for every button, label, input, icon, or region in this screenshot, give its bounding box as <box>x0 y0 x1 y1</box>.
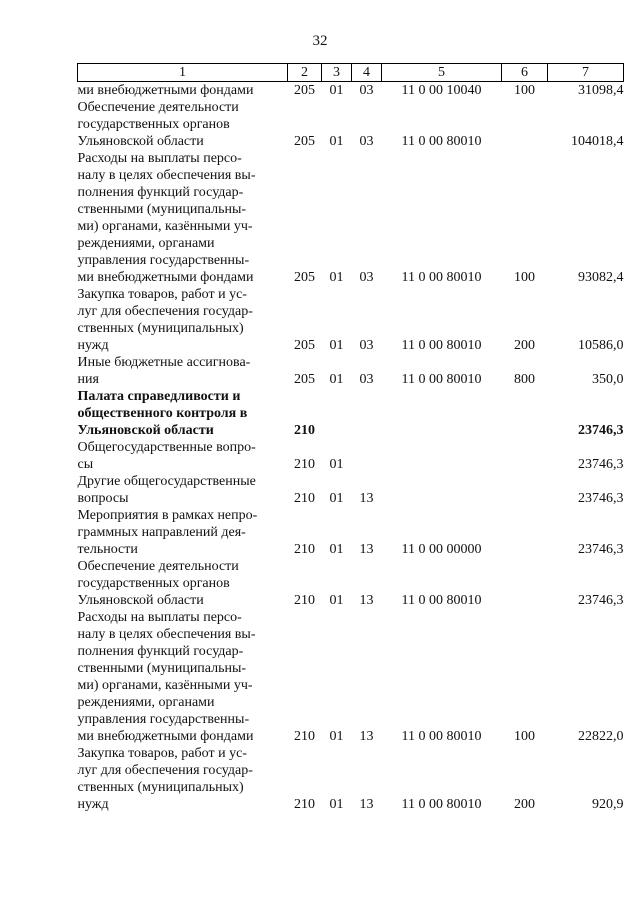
column-header-5: 5 <box>382 64 502 82</box>
table-row <box>78 150 624 286</box>
target-article-cell <box>382 439 502 473</box>
table-row <box>78 439 624 473</box>
table-row <box>78 388 624 439</box>
expense-type-cell: 100 <box>514 83 535 98</box>
subsection2-code-cell: 13 <box>359 491 374 506</box>
row-name-cell: Другие общегосударственные вопросы <box>77 474 256 506</box>
expense-type-cell: 100 <box>514 270 535 285</box>
amount-cell: 920,9 <box>592 797 624 812</box>
subsection-code-cell: 01 <box>329 542 344 557</box>
target-article-cell: 11 0 00 80010 <box>401 593 482 608</box>
section-code-cell: 210 <box>294 797 315 812</box>
table-row <box>78 558 624 609</box>
expense-type-cell <box>502 99 548 150</box>
table-row <box>78 473 624 507</box>
row-name-cell: Палата справедливости и общественного контроля в Ульяновской области <box>77 389 248 438</box>
row-name-cell: Общегосударственные вопро- сы <box>77 440 256 472</box>
subsection2-code-cell: 03 <box>359 83 374 98</box>
row-name-cell: Обеспечение деятельности государственных органов Ульяновской области <box>77 100 239 149</box>
row-name-cell: Расходы на выплаты персо- налу в целях обеспечения вы- полнения функций государ- ственными (муниципальны- ми) органами, казёнными уч- реждениями, органами управления государственны- ми внебюджетными фондами <box>77 151 256 285</box>
section-code-cell: 210 <box>294 423 315 438</box>
section-code-cell: 210 <box>294 542 315 557</box>
section-code-cell: 210 <box>294 729 315 744</box>
target-article-cell: 11 0 00 80010 <box>401 134 482 149</box>
subsection-code-cell: 01 <box>329 338 344 353</box>
amount-cell: 23746,3 <box>578 542 624 557</box>
target-article-cell: 11 0 00 80010 <box>401 372 482 387</box>
subsection2-code-cell <box>352 439 382 473</box>
amount-cell: 350,0 <box>592 372 624 387</box>
subsection2-code-cell: 03 <box>359 372 374 387</box>
subsection2-code-cell: 03 <box>359 338 374 353</box>
expense-type-cell: 200 <box>514 338 535 353</box>
budget-table <box>77 63 624 813</box>
column-header-3: 3 <box>322 64 352 82</box>
table-row <box>78 99 624 150</box>
expense-type-cell <box>502 439 548 473</box>
subsection-code-cell: 01 <box>329 457 344 472</box>
section-code-cell: 210 <box>294 491 315 506</box>
subsection2-code-cell: 13 <box>359 797 374 812</box>
expense-type-cell <box>502 473 548 507</box>
section-code-cell: 205 <box>294 83 315 98</box>
table-row <box>78 507 624 558</box>
target-article-cell <box>382 388 502 439</box>
subsection-code-cell: 01 <box>329 491 344 506</box>
table-row <box>78 354 624 388</box>
page-number: 32 <box>312 33 328 49</box>
amount-cell: 93082,4 <box>578 270 624 285</box>
expense-type-cell <box>502 507 548 558</box>
amount-cell: 23746,3 <box>578 457 624 472</box>
expense-type-cell <box>502 388 548 439</box>
section-code-cell: 210 <box>294 457 315 472</box>
section-code-cell: 205 <box>294 270 315 285</box>
section-code-cell: 205 <box>294 338 315 353</box>
target-article-cell: 11 0 00 80010 <box>401 270 482 285</box>
subsection2-code-cell: 03 <box>359 270 374 285</box>
amount-cell: 10586,0 <box>578 338 624 353</box>
row-name-cell: Иные бюджетные ассигнова- ния <box>77 355 251 387</box>
subsection-code-cell: 01 <box>329 729 344 744</box>
target-article-cell: 11 0 00 10040 <box>401 83 482 98</box>
amount-cell: 23746,3 <box>578 491 624 506</box>
table-row <box>78 745 624 813</box>
subsection2-code-cell: 13 <box>359 542 374 557</box>
amount-cell: 23746,3 <box>578 593 624 608</box>
subsection2-code-cell: 03 <box>359 134 374 149</box>
subsection2-code-cell <box>352 388 382 439</box>
target-article-cell <box>382 473 502 507</box>
column-header-4: 4 <box>352 64 382 82</box>
target-article-cell: 11 0 00 80010 <box>401 729 482 744</box>
table-row <box>78 286 624 354</box>
amount-cell: 23746,3 <box>578 423 624 438</box>
expense-type-cell: 800 <box>514 372 535 387</box>
table-body <box>78 82 624 814</box>
expense-type-cell: 100 <box>514 729 535 744</box>
target-article-cell: 11 0 00 80010 <box>401 338 482 353</box>
expense-type-cell: 200 <box>514 797 535 812</box>
column-header-1: 1 <box>78 64 288 82</box>
section-code-cell: 205 <box>294 134 315 149</box>
amount-cell: 22822,0 <box>578 729 624 744</box>
subsection-code-cell: 01 <box>329 134 344 149</box>
subsection2-code-cell: 13 <box>359 593 374 608</box>
column-header-7: 7 <box>548 64 624 82</box>
table-header-row <box>78 64 624 82</box>
row-name-cell: Закупка товаров, работ и ус- луг для обеспечения государ- ственных (муниципальных) нужд <box>77 746 253 812</box>
row-name-cell: Расходы на выплаты персо- налу в целях обеспечения вы- полнения функций государ- ственными (муниципальны- ми) органами, казёнными уч- реждениями, органами управления государственны- ми внебюджетными фондами <box>77 610 256 744</box>
amount-cell: 31098,4 <box>578 83 624 98</box>
column-header-6: 6 <box>502 64 548 82</box>
target-article-cell: 11 0 00 80010 <box>401 797 482 812</box>
row-name-cell: Закупка товаров, работ и ус- луг для обеспечения государ- ственных (муниципальных) нужд <box>77 287 253 353</box>
row-name-cell: Мероприятия в рамках непро- граммных направлений дея- тельности <box>77 508 258 557</box>
subsection-code-cell: 01 <box>329 797 344 812</box>
subsection-code-cell: 01 <box>329 270 344 285</box>
subsection-code-cell: 01 <box>329 83 344 98</box>
expense-type-cell <box>502 558 548 609</box>
table-row <box>78 82 624 100</box>
subsection2-code-cell: 13 <box>359 729 374 744</box>
table-row <box>78 609 624 745</box>
subsection-code-cell: 01 <box>329 372 344 387</box>
column-header-2: 2 <box>288 64 322 82</box>
section-code-cell: 210 <box>294 593 315 608</box>
subsection-code-cell <box>322 388 352 439</box>
section-code-cell: 205 <box>294 372 315 387</box>
amount-cell: 104018,4 <box>571 134 624 149</box>
row-name-cell: Обеспечение деятельности государственных органов Ульяновской области <box>77 559 239 608</box>
subsection-code-cell: 01 <box>329 593 344 608</box>
row-name-cell: ми внебюджетными фондами <box>77 83 254 98</box>
target-article-cell: 11 0 00 00000 <box>401 542 482 557</box>
